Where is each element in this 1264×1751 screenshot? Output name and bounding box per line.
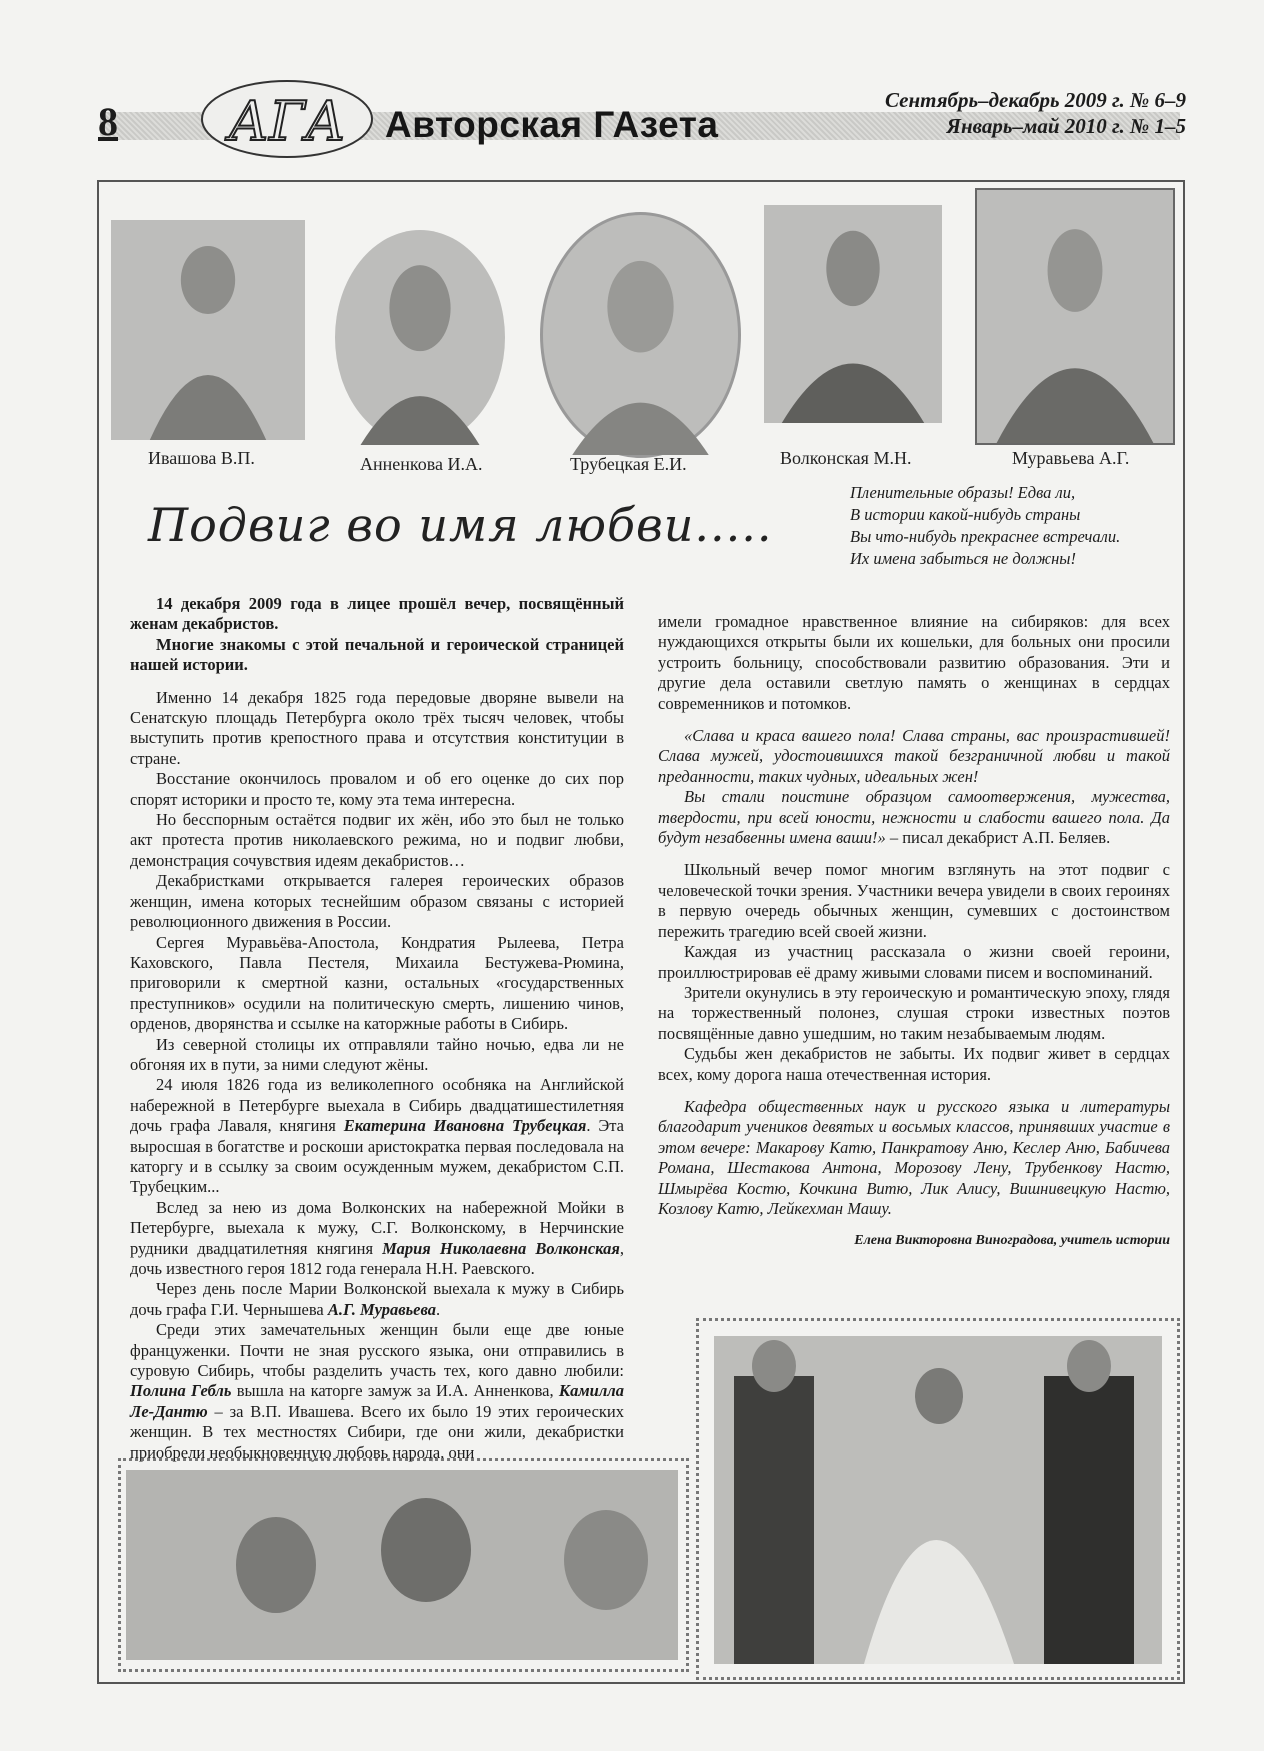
issue-line-1: Сентябрь–декабрь 2009 г. № 6–9: [885, 88, 1186, 112]
quote-attribution: – писал декабрист А.П. Беляев.: [885, 828, 1111, 848]
caption-muravyova: Муравьева А.Г.: [1012, 448, 1130, 468]
body-paragraph: Декабристками открывается галерея героических образов женщин, имена которых теснейшим образом связаны с историей революционного движения в России.: [130, 871, 624, 932]
newspaper-logo: [200, 78, 375, 160]
logo-text: АГА: [228, 90, 346, 153]
portrait-muravyova: [975, 188, 1175, 445]
body-paragraph: Восстание окончилось провалом и об его оценке до сих пор спорят историки и просто те, кому эта тема интересна.: [130, 769, 624, 809]
text-run: вышла на каторге замуж за И.А. Анненкова,: [231, 1381, 559, 1401]
lead-paragraph: 14 декабря 2009 года в лицее прошёл вечер, посвящённый женам декабристов.: [130, 594, 624, 634]
article-heading: Подвиг во имя любви.....: [148, 498, 773, 552]
lead-paragraph: Многие знакомы с этой печальной и героической страницей нашей истории.: [130, 634, 624, 675]
body-paragraph: [130, 1320, 624, 1463]
body-paragraph: Из северной столицы их отправляли тайно ночью, едва ли не обгоняя их в пути, за ними следуют жёны.: [130, 1034, 624, 1074]
quote-paragraph: «Слава и краса вашего пола! Слава страны, вас произрастившей! Слава мужей, удостоившихся такой безграничной любви и такой преданности, таких чудных, идеальных жен!: [658, 726, 1170, 786]
name-emphasis: А.Г. Муравьева: [327, 1299, 437, 1319]
text-run: .: [436, 1299, 441, 1319]
text-run: Вслед за нею из дома Волконских на набережной Мойки в Петербурге, выехала к мужу, С.Г. Волконскому, в Нерчинские рудники двадцатилетняя княгиня: [130, 1197, 624, 1258]
event-photo-right: [714, 1336, 1162, 1664]
epigraph-line: В истории какой-нибудь страны: [850, 505, 1081, 524]
body-paragraph: [130, 1075, 624, 1197]
body-paragraph: [130, 1279, 624, 1320]
epigraph-line: Их имена забыться не должны!: [850, 549, 1076, 568]
name-emphasis: Екатерина Ивановна Трубецкая: [343, 1116, 587, 1136]
issue-line-2: Январь–май 2010 г. № 1–5: [946, 114, 1186, 138]
caption-ivashova: Ивашова В.П.: [148, 448, 255, 468]
epigraph-line: Пленительные образы! Едва ли,: [850, 483, 1076, 502]
name-emphasis: Мария Николаевна Волконская: [382, 1238, 620, 1258]
body-paragraph: Школьный вечер помог многим взглянуть на этот подвиг с человеческой точки зрения. Участники вечера увидели в своих героинях в первую очередь обычных женщин, сумевших с достоинством пережить трагедию всей своей жизни.: [658, 860, 1170, 941]
text-run: 24 июля 1826 года из великолепного особняка на Английской набережной в Петербурге выехала в Сибирь двадцатишестилетняя дочь графа Лаваля, княгиня: [130, 1075, 624, 1136]
body-paragraph: Каждая из участниц рассказала о жизни своей героини, проиллюстрировав её драму живыми словами писем и воспоминаний.: [658, 942, 1170, 982]
body-paragraph: Но бесспорным остаётся подвиг их жён, ибо это был не только акт протеста против николаевского режима, но и подвиг любви, демонстрация сочувствия идеям декабристов…: [130, 810, 624, 870]
text-run: Среди этих замечательных женщин были еще две юные француженки. Почти не зная русского языка, они отправились в суровую Сибирь, чтобы разделить участь тех, кого давно любили:: [130, 1320, 624, 1381]
name-emphasis: Полина Гебль: [130, 1381, 232, 1401]
event-photo-left: [126, 1470, 678, 1660]
portrait-volkonskaya: [764, 205, 942, 423]
epigraph: [850, 482, 1170, 570]
page-number: 8: [98, 99, 118, 144]
body-paragraph: Сергея Муравьёва-Апостола, Кондратия Рылеева, Петра Каховского, Павла Пестеля, Михаила Бестужева-Рюмина, приговорили к смертной казни, остальных «государственных преступников» осудили на политическую смерть, лишению чинов, орденов, дворянства и ссылке на каторжные работы в Сибирь.: [130, 932, 624, 1034]
name-emphasis: Камилла Ле-Дантю: [130, 1381, 625, 1421]
portrait-ivashova: [111, 220, 305, 440]
text-run: – за В.П. Ивашева. Всего их было 19 этих героических женщин. В тех местностях Сибири, где они жили, декабристки приобрели необыкновенную любовь народа, они: [130, 1401, 624, 1462]
text-run: Через день после Марии Волконской выехала к мужу в Сибирь дочь графа Г.И. Чернышева: [130, 1279, 624, 1319]
body-paragraph: Зрители окунулись в эту героическую и романтическую эпоху, глядя на торжественный полонез, слушая строки известных поэтов посвящённые давно ушедшим, но таким незабываемым людям.: [658, 982, 1170, 1043]
caption-volkonskaya: Волконская М.Н.: [780, 448, 912, 468]
portrait-annenkova: [335, 230, 505, 445]
quote-text: Вы стали поистине образцом самоотвержения, мужества, твердости, при всей юности, нежности и слабости вашего пола. Да будут незабвенны имена ваши!»: [658, 787, 1170, 848]
epigraph-line: Вы что-нибудь прекраснее встречали.: [850, 527, 1121, 546]
body-paragraph: Судьбы жен декабристов не забыты. Их подвиг живет в сердцах всех, кому дорога наша отечественная история.: [658, 1044, 1170, 1084]
body-paragraph: [130, 1198, 624, 1280]
text-run: , дочь известного героя 1812 года генерала Н.Н. Раевского.: [130, 1238, 624, 1278]
caption-trubetskaya: Трубецкая Е.И.: [570, 454, 687, 474]
caption-annenkova: Анненкова И.А.: [360, 454, 483, 474]
body-paragraph: имели громадное нравственное влияние на сибиряков: для всех нуждающихся открыты были их кошельки, для больных они просили устроить больницу, способствовали развитию образования. Эти и другие дела оставили светлую память о женщинах в сердцах современников и потомков.: [658, 612, 1170, 713]
portrait-trubetskaya: [540, 212, 741, 458]
right-column: [658, 612, 1170, 1252]
left-column: [130, 594, 624, 1463]
thanks-paragraph: Кафедра общественных наук и русского языка и литературы благодарит учеников девятых и восьмых классов, принявших участие в этом вечере: Макарову Катю, Панкратову Аню, Кеслер Аню, Бабичева Романа, Шестакова Антона, Морозову Лену, Трубенкову Настю, Шмырёва Костю, Кочкина Витю, Лик Алису, Вишнивецкую Настю, Козлову Катю, Лейкехман Машу.: [658, 1096, 1170, 1218]
text-run: . Эта выросшая в богатстве и роскоши аристократка первая последовала на каторгу и в ссылку за своим осужденным мужем, декабристом С.П. Трубецким...: [130, 1116, 625, 1197]
signature: Елена Викторовна Виноградова, учитель истории: [854, 1233, 1170, 1249]
body-paragraph: Именно 14 декабря 1825 года передовые дворяне вывели на Сенатскую площадь Петербурга около трёх тысяч человек, чтобы выступить против крепостного права и отсутствия конституции в стране.: [130, 687, 624, 768]
quote-paragraph: [658, 787, 1170, 848]
masthead-title: Авторская ГАзета: [385, 104, 719, 145]
